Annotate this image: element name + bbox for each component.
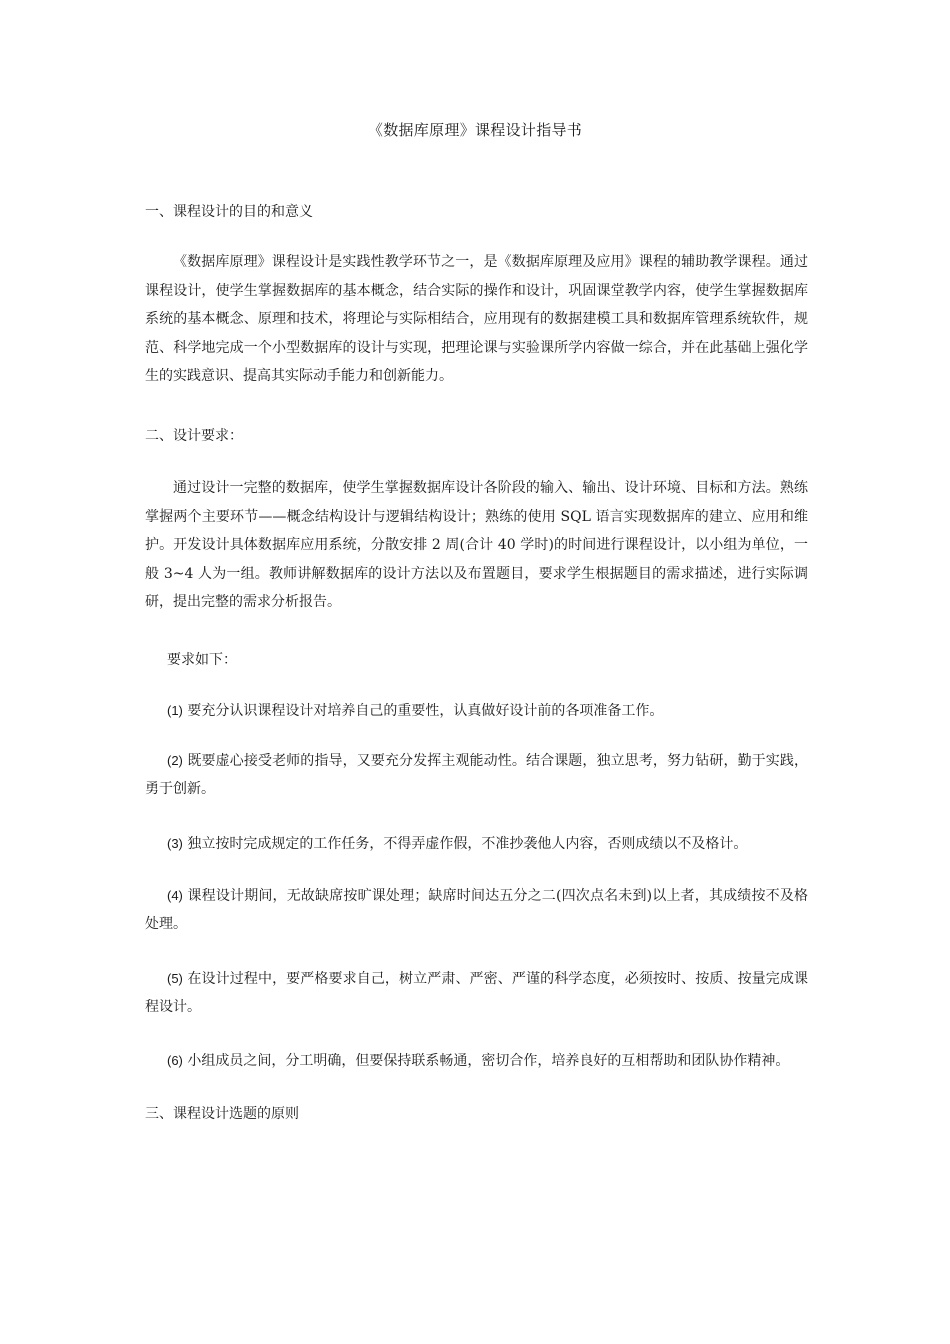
requirement-item-4 [145,882,808,938]
requirement-item-text: 既要虚心接受老师的指导，又要充分发挥主观能动性。结合课题，独立思考，努力钻研，勤于实践，勇于创新。 [145,753,808,797]
requirement-item-text: 小组成员之间，分工明确，但要保持联系畅通，密切合作，培养良好的互相帮助和团队协作精神。 [182,1053,790,1069]
requirement-item-text: 要充分认识课程设计对培养自己的重要性，认真做好设计前的各项准备工作。 [182,703,664,719]
requirement-item-number: (3) [167,836,183,851]
requirement-item-1 [145,697,808,725]
requirement-item-5 [145,965,808,1021]
requirement-item-text: 课程设计期间，无故缺席按旷课处理；缺席时间达五分之二(四次点名未到)以上者，其成绩按不及格处理。 [145,888,808,932]
requirement-item-number: (4) [167,888,183,903]
section-1-paragraph: 《数据库原理》课程设计是实践性教学环节之一，是《数据库原理及应用》课程的辅助教学课程。通过课程设计，使学生掌握数据库的基本概念，结合实际的操作和设计，巩固课堂教学内容，使学生掌握数据库系统的基本概念、原理和技术，将理论与实际相结合，应用现有的数据建模工具和数据库管理系统软件，规范、科学地完成一个小型数据库的设计与实现，把理论课与实验课所学内容做一综合，并在此基础上强化学生的实践意识、提高其实际动手能力和创新能力。 [145,254,808,385]
requirement-item-text: 在设计过程中，要严格要求自己，树立严肃、严密、严谨的科学态度，必须按时、按质、按量完成课程设计。 [145,971,808,1015]
requirement-item-2 [145,747,808,803]
requirement-item-text: 独立按时完成规定的工作任务，不得弄虚作假，不准抄袭他人内容，否则成绩以不及格计。 [182,836,748,852]
requirement-item-3 [145,830,808,858]
section-2-heading: 二、设计要求： [145,428,243,444]
requirements-intro: 要求如下： [167,652,237,668]
section-3-heading: 三、课程设计选题的原则 [145,1106,299,1122]
section-1-heading: 一、课程设计的目的和意义 [145,204,313,220]
section-2-paragraph: 通过设计一完整的数据库，使学生掌握数据库设计各阶段的输入、输出、设计环境、目标和方法。熟练掌握两个主要环节——概念结构设计与逻辑结构设计；熟练的使用 SQL 语言实现数据库的建立、应用和维护。开发设计具体数据库应用系统，分散安排 2 周(合计 40 学时)的时间进行课程设计，以小组为单位，一般 3~4 人为一组。教师讲解数据库的设计方法以及布置题目，要求学生根据题目的需求描述，进行实际调研，提出完整的需求分析报告。 [145,480,808,611]
requirement-item-6 [145,1047,808,1075]
requirement-item-number: (2) [167,753,183,768]
requirement-item-number: (5) [167,971,183,986]
document-title: 《数据库原理》课程设计指导书 [367,121,583,139]
requirement-item-number: (6) [167,1053,183,1068]
requirement-item-number: (1) [167,703,183,718]
